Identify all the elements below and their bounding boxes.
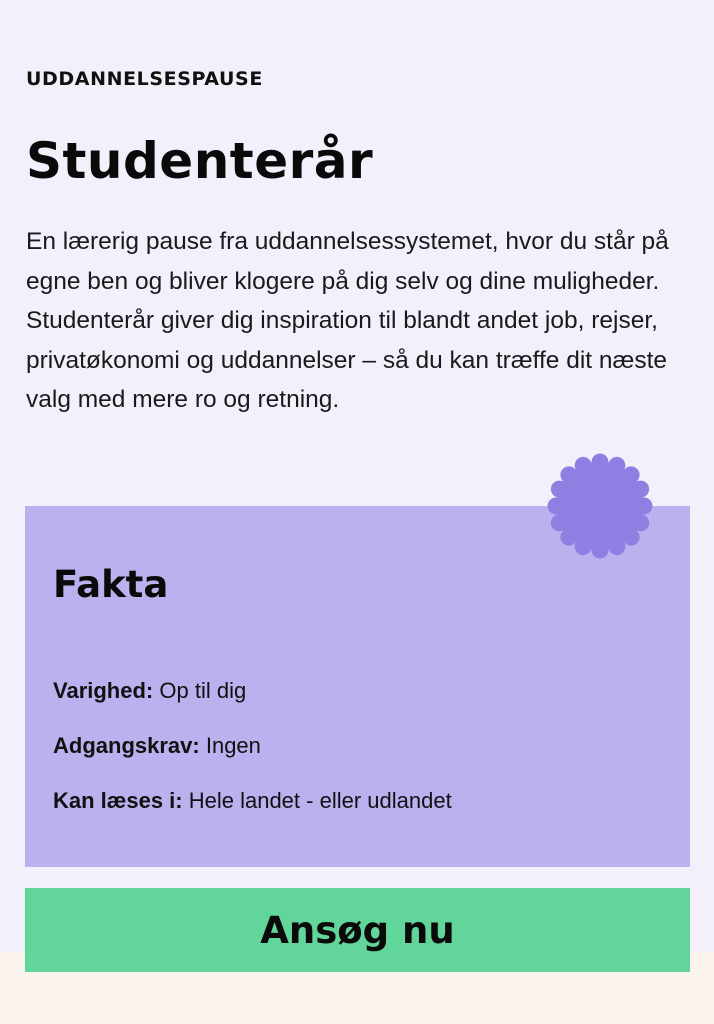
fact-duration-label: Varighed: bbox=[53, 678, 154, 703]
fact-duration bbox=[53, 677, 246, 705]
facts-box bbox=[25, 506, 690, 867]
scalloped-badge-icon bbox=[546, 452, 654, 560]
fact-location-value: Hele landet - eller udlandet bbox=[188, 788, 452, 813]
fact-requirements bbox=[53, 732, 261, 760]
category-eyebrow: UDDANNELSESPAUSE bbox=[26, 68, 263, 90]
page-title: Studenterår bbox=[26, 132, 374, 190]
intro-paragraph: En lærerig pause fra uddannelsessystemet, hvor du står på egne ben og bliver klogere på dig selv og dine muligheder. Studenterår giver dig inspiration til blandt andet job, rejser, privatøkonomi og uddannelser – så du kan træffe dit næste valg med mere ro og retning. bbox=[26, 228, 669, 413]
fact-location bbox=[53, 787, 452, 815]
fact-requirements-label: Adgangskrav: bbox=[53, 733, 200, 758]
fact-requirements-value: Ingen bbox=[205, 733, 261, 758]
fact-duration-value: Op til dig bbox=[159, 678, 247, 703]
facts-title: Fakta bbox=[53, 563, 169, 606]
apply-now-button[interactable]: Ansøg nu bbox=[25, 888, 690, 972]
fact-location-label: Kan læses i: bbox=[53, 788, 183, 813]
